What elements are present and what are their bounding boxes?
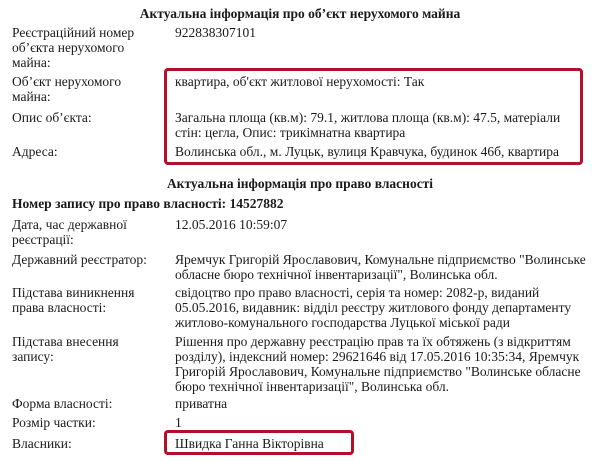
ownership-form-value: приватна <box>175 396 228 411</box>
owners-value: Швидка Ганна Вікторівна <box>175 436 324 451</box>
address-value: Волинська обл., м. Луцьк, вулиця Кравчука, будинок 46б, квартира <box>175 144 559 159</box>
ownership-record-number: Номер запису про право власності: 14527882 <box>12 196 284 211</box>
ownership-section-title: Актуальна інформація про право власності <box>166 176 434 191</box>
registration-number-value: 922838307101 <box>175 25 256 40</box>
share-size-label: Розмір частки: <box>12 415 96 430</box>
share-size-value: 1 <box>175 415 182 430</box>
object-section-title: Актуальна інформація про об’єкт нерухомого майна <box>139 6 461 21</box>
object-type-value: квартира, об'єкт житлової нерухомості: Так <box>175 74 425 89</box>
owner-highlight-box <box>164 430 354 455</box>
ownership-form-label: Форма власності: <box>12 396 113 411</box>
entry-basis-value: Рішення про державну реєстрацію прав та їх обтяжень (з відкриттям розділу), індексний номер: 29621646 від 17.05.2016 10:35:34, Яремчук Григорій Ярославович, Комунальне підприємство "Волинське обласне бюро технічної інвентаризації", Волинська обл. <box>175 334 581 394</box>
registration-datetime-value: 12.05.2016 10:59:07 <box>175 217 288 232</box>
state-registrar-value: Яремчук Григорій Ярославович, Комунальне підприємство "Волинське обласне бюро технічної інвентаризації", Волинська обл. <box>175 252 586 282</box>
ownership-basis-label: Підстава виникнення права власності: <box>12 285 135 315</box>
object-type-label: Об’єкт нерухомого майна: <box>12 74 122 104</box>
state-registrar-label: Державний реєстратор: <box>12 252 147 267</box>
ownership-basis-value: свідоцтво про право власності, серія та номер: 2082-р, виданий 05.05.2016, видавник: відділ реєстру житлового фонду департаменту житлово-комунального господарства Луцької міської ради <box>175 285 572 330</box>
owners-label: Власники: <box>12 436 72 451</box>
object-description-value: Загальна площа (кв.м): 79.1, житлова площа (кв.м): 47.5, матеріали стін: цегла, Опис: трикімнатна квартира <box>175 110 561 140</box>
entry-basis-label: Підстава внесення запису: <box>12 334 119 364</box>
object-description-label: Опис об’єкта: <box>12 110 92 125</box>
object-highlight-box <box>164 68 583 165</box>
registration-number-label: Реєстраційний номер об’єкта нерухомого майна: <box>12 25 135 70</box>
address-label: Адреса: <box>12 144 58 159</box>
registration-datetime-label: Дата, час державної реєстрації: <box>12 217 127 247</box>
